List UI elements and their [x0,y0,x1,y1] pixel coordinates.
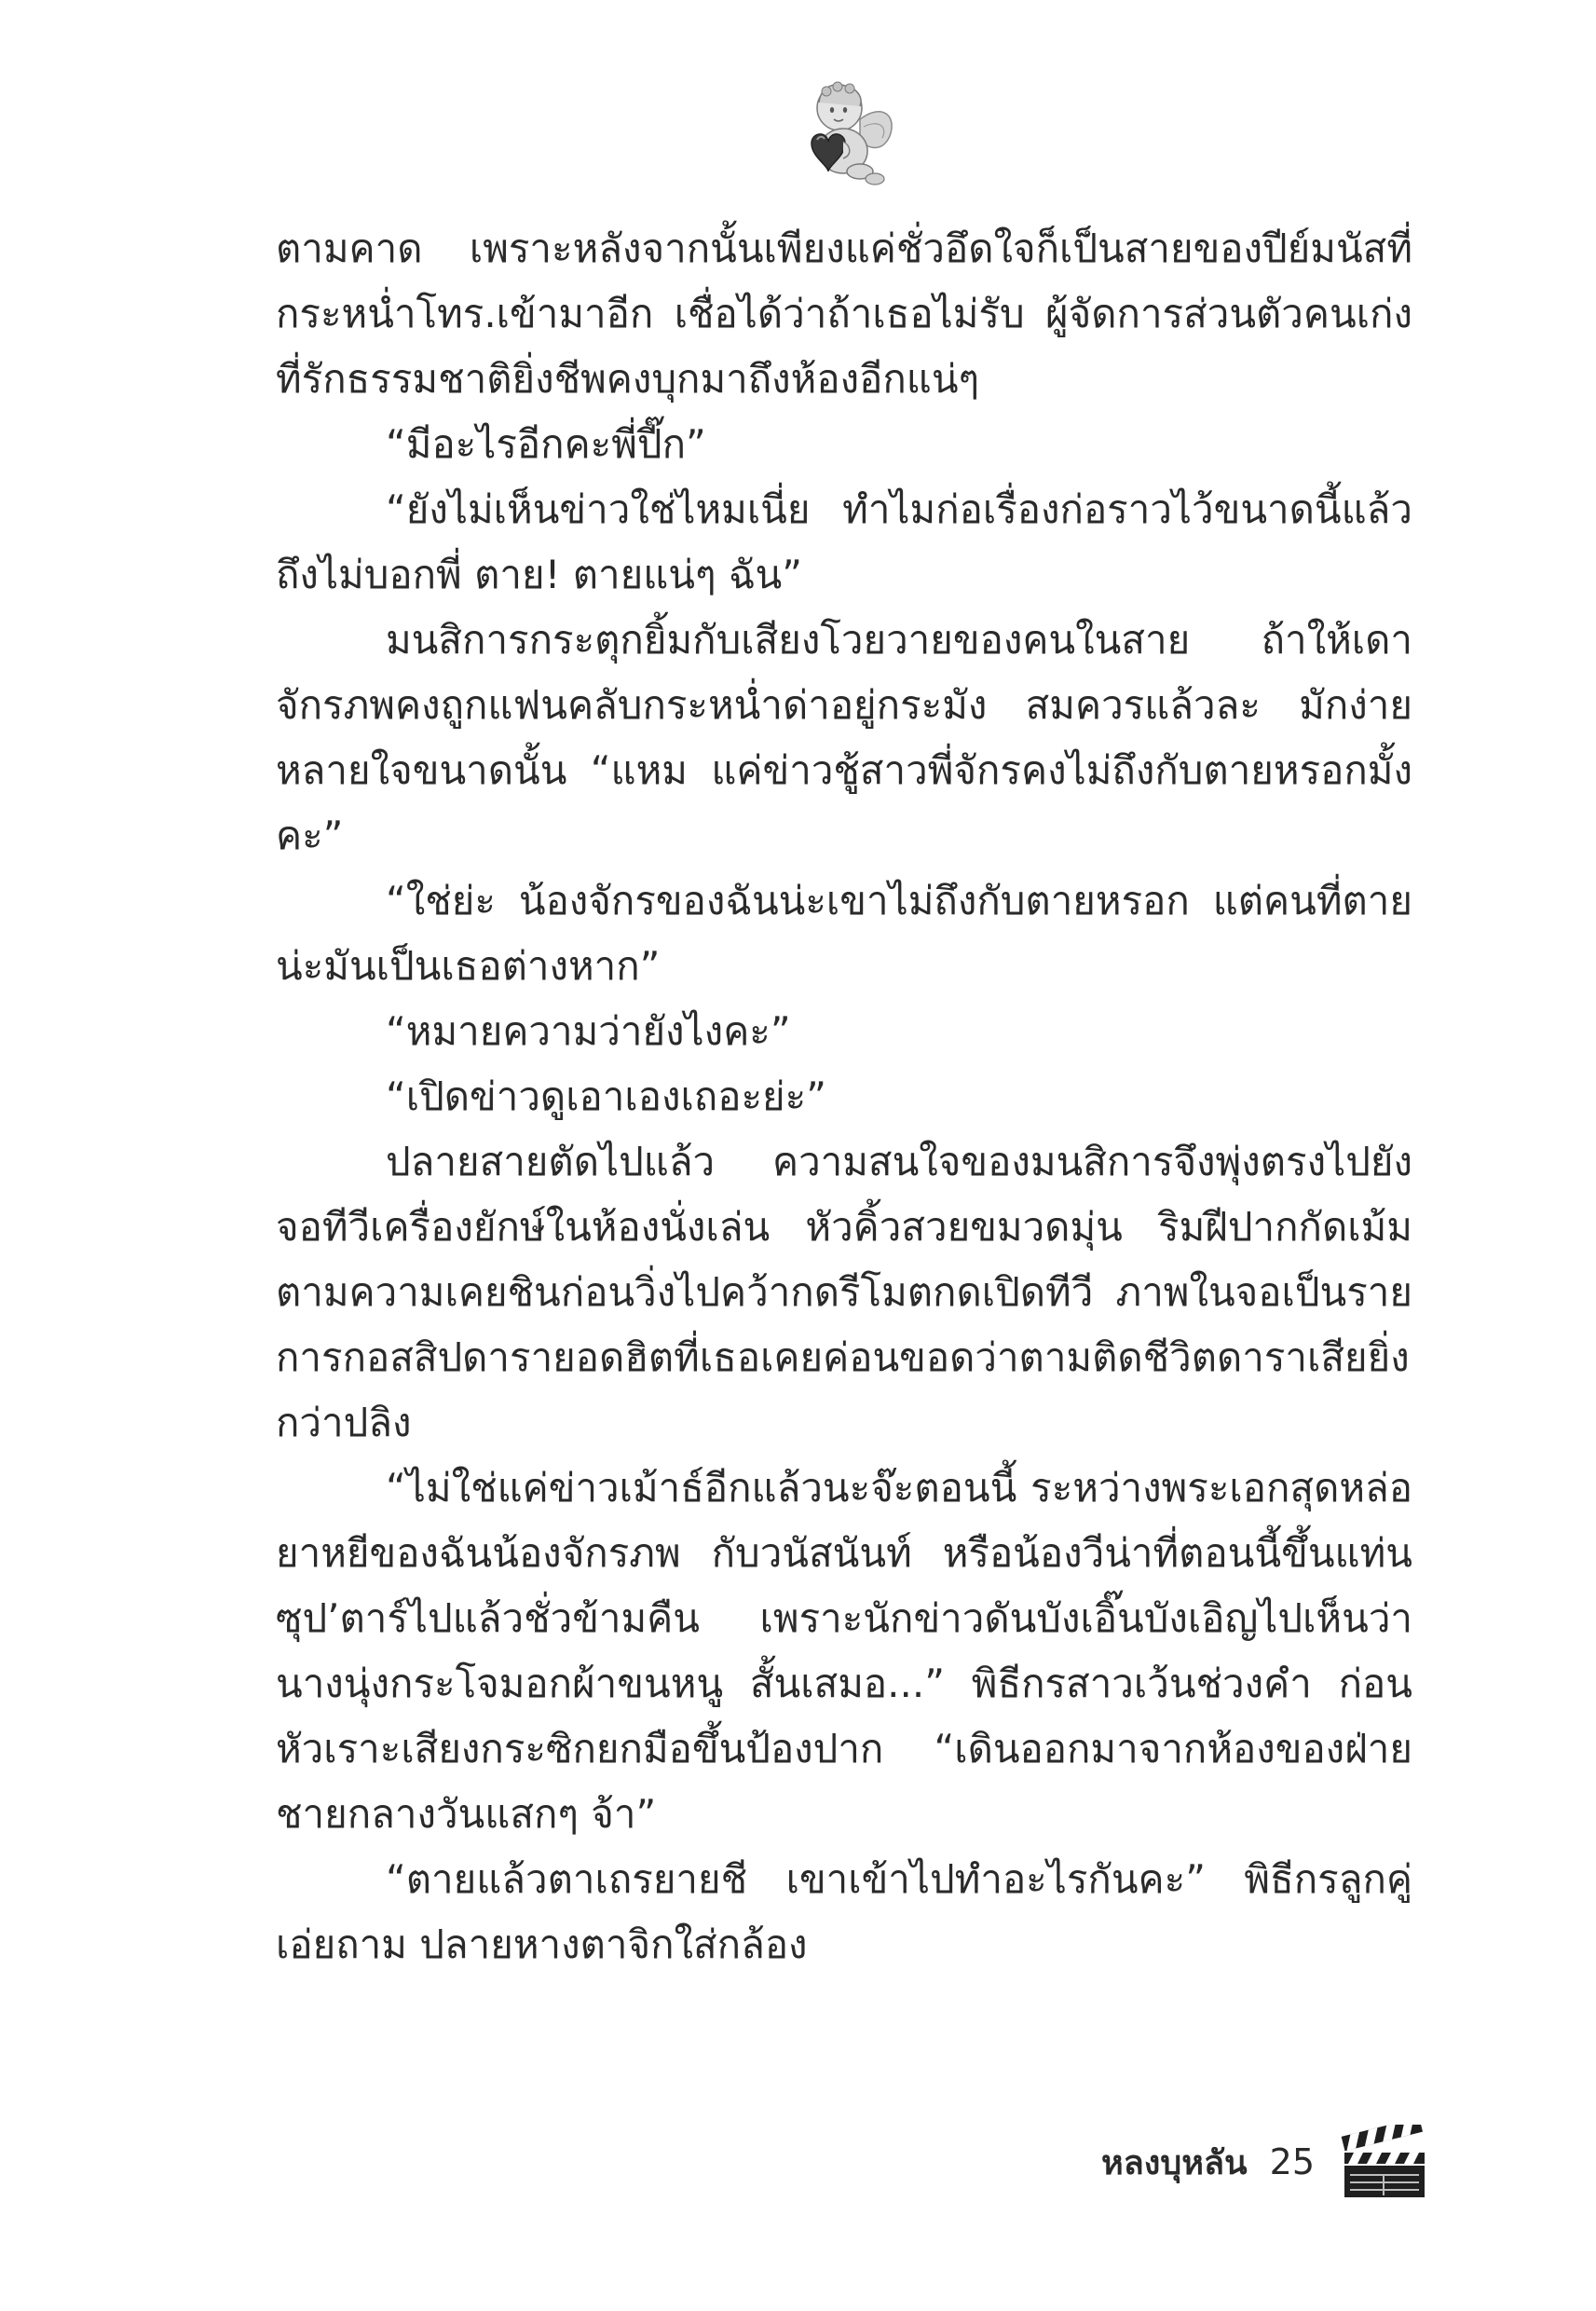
page-footer [1101,2125,1428,2199]
paragraph: มนสิการกระตุกยิ้มกับเสียงโวยวายของคนในสาย ถ้าให้เดาจักรภพคงถูกแฟนคลับกระหน่ำด่าอยู่กระมัง สมควรแล้วละ มักง่ายหลายใจขนาดนั้น “แหม แค่ข่าวชู้สาวพี่จักรคงไม่ถึงกับตายหรอกมั้งคะ” [276,617,1412,858]
paragraph: “ไม่ใช่แค่ข่าวเม้าธ์อีกแล้วนะจ๊ะตอนนี้ ระหว่างพระเอกสุดหล่อยาหยีของฉันน้องจักรภพ กับวนัสนันท์ หรือน้องวีน่าที่ตอนนี้ขึ้นแท่นซุป’ตาร์ไปแล้วชั่วข้ามคืน เพราะนักข่าวดันบังเอิ๊นบังเอิญไปเห็นว่านางนุ่งกระโจมอกผ้าขนหนู สั้นเสมอ...” พิธีกรสาวเว้นช่วงคำ ก่อนหัวเราะเสียงกระซิกยกมือขึ้นป้องปาก “เดินออกมาจากห้องของฝ่ายชายกลางวันแสกๆ จ้า” [276,1465,1412,1837]
paragraph: ปลายสายตัดไปแล้ว ความสนใจของมนสิการจึงพุ่งตรงไปยังจอทีวีเครื่องยักษ์ในห้องนั่งเล่น หัวคิ้วสวยขมวดมุ่น ริมฝีปากกัดเม้มตามความเคยชินก่อนวิ่งไปคว้ากดรีโมตกดเปิดทีวี ภาพในจอเป็นรายการกอสสิปดารายอดฮิตที่เธอเคยค่อนขอดว่าตามติดชีวิตดาราเสียยิ่งกว่าปลิง [276,1139,1412,1445]
paragraph: ตามคาด เพราะหลังจากนั้นเพียงแค่ชั่วอึดใจก็เป็นสายของปีย์มนัสที่กระหน่ำโทร.เข้ามาอีก เชื่อได้ว่าถ้าเธอไม่รับ ผู้จัดการส่วนตัวคนเก่งที่รักธรรมชาติยิ่งชีพคงบุกมาถึงห้องอีกแน่ๆ [276,226,1412,402]
paragraph: “ใช่ย่ะ น้องจักรของฉันน่ะเขาไม่ถึงกับตายหรอก แต่คนที่ตายน่ะมันเป็นเธอต่างหาก” [276,878,1412,989]
book-title: หลงบุหลัน [1101,2143,1248,2182]
paragraph: “ตายแล้วตาเถรยายชี เขาเข้าไปทำอะไรกันคะ” พิธีกรลูกคู่เอ่ยถาม ปลายหางตาจิกใส่กล้อง [276,1856,1412,1967]
paragraph: “ยังไม่เห็นข่าวใช่ไหมเนี่ย ทำไมก่อเรื่องก่อราวไว้ขนาดนี้แล้วถึงไม่บอกพี่ ตาย! ตายแน่ๆ ฉัน” [276,486,1412,597]
page-number: 25 [1269,2141,1315,2182]
story-text [276,216,1412,1977]
paragraph: “เปิดข่าวดูเอาเองเถอะย่ะ” [386,1073,826,1119]
clapperboard-icon [1341,2125,1428,2199]
paragraph: “หมายความว่ายังไงคะ” [386,1008,791,1054]
cherub-heart-icon [778,75,899,191]
paragraph: “มีอะไรอีกคะพี่ปี๊ก” [386,421,706,467]
